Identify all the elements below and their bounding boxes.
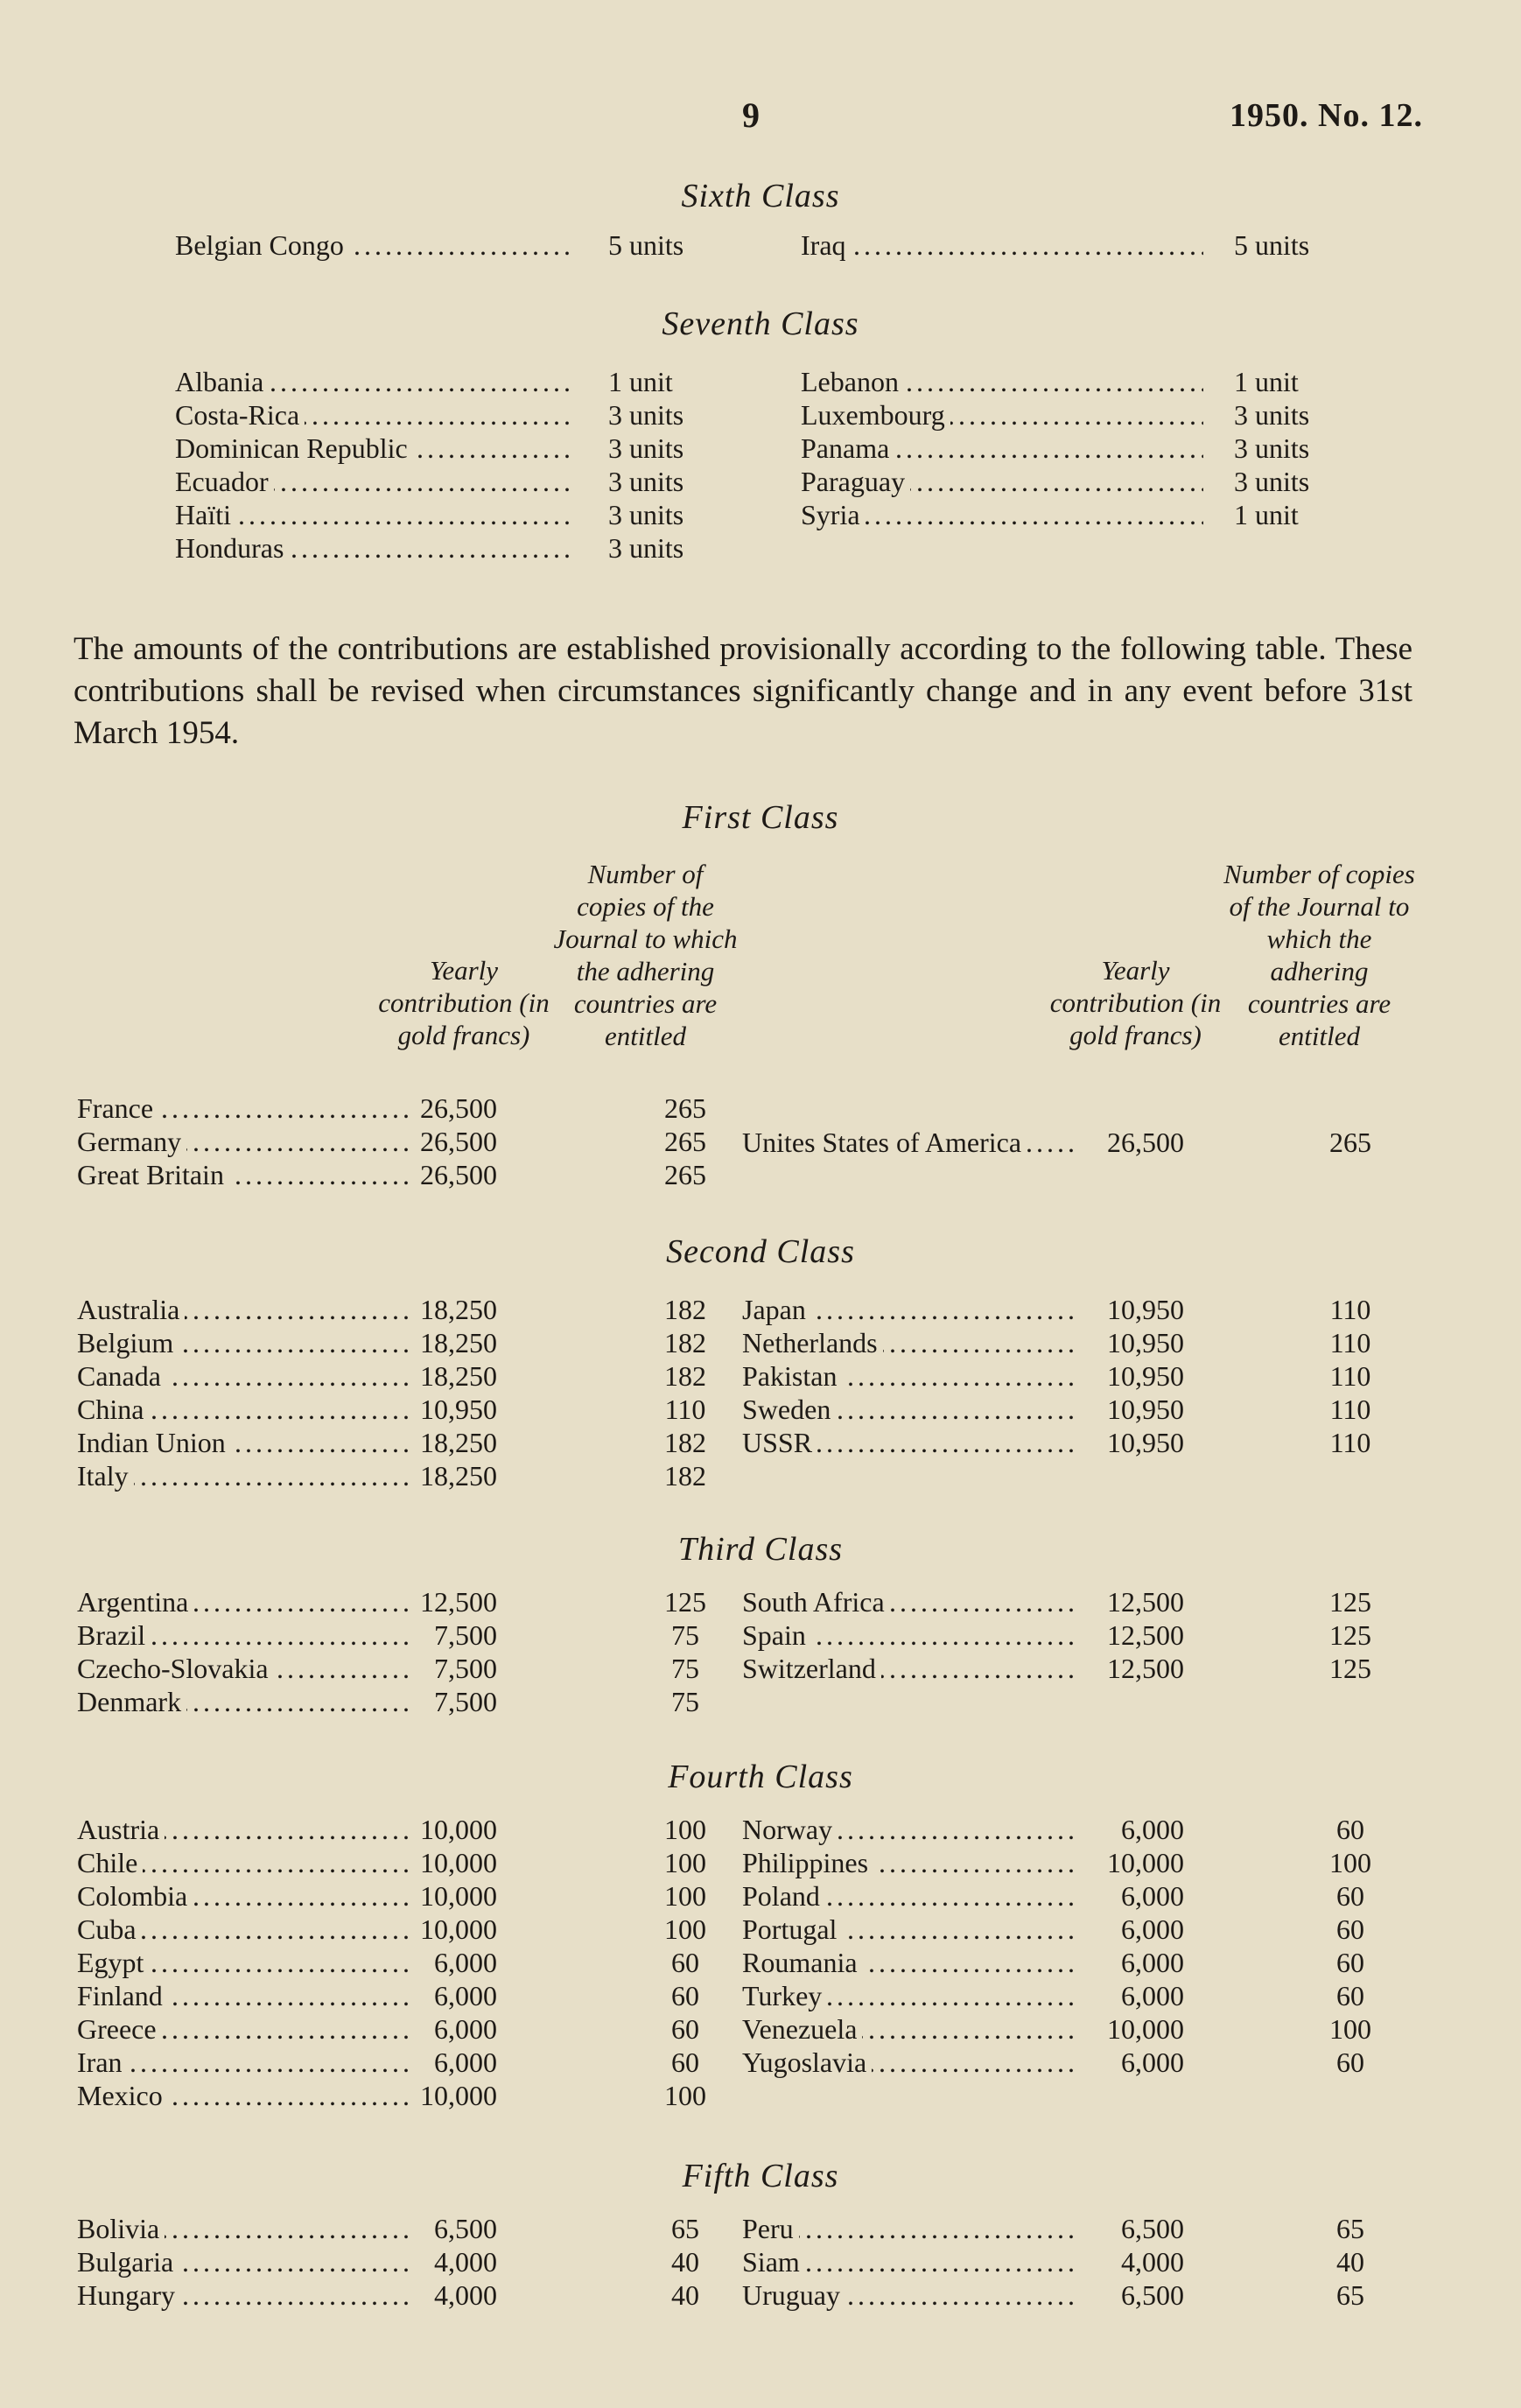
copies-value: 110	[1329, 1360, 1371, 1392]
third_class-left-row	[77, 1619, 707, 1653]
contribution-value: 6,500	[434, 2213, 497, 2244]
fifth_class-right-row	[742, 2213, 1425, 2246]
country-name: Greece	[77, 2013, 162, 2046]
seventh_class-left-row	[175, 399, 735, 432]
fourth_class-right-row	[742, 1947, 1425, 1980]
contribution-value: 18,250	[420, 1327, 497, 1358]
copies-value: 265	[664, 1126, 706, 1157]
second_class-left-row	[77, 1360, 707, 1394]
contribution-value: 26,500	[420, 1126, 497, 1157]
copies-value: 100	[664, 1847, 706, 1878]
country-name: Denmark	[77, 1686, 186, 1718]
copies-header-right: Number of copies of the Journal to which the adhering countries are entitled	[1223, 859, 1415, 1051]
seventh_class-left-row	[175, 532, 735, 565]
fourth_class-right-row	[742, 2013, 1425, 2046]
copies-value: 60	[1336, 1880, 1364, 1912]
second_class-left-row	[77, 1460, 707, 1493]
copies-value: 65	[671, 2213, 699, 2244]
contribution-value: 6,000	[1121, 1880, 1184, 1912]
country-name: Egypt	[77, 1947, 149, 1979]
copies-value: 75	[671, 1653, 699, 1684]
fourth_class-left-row	[77, 1880, 707, 1913]
copies-value: 60	[1336, 1913, 1364, 1945]
country-name: Germany	[77, 1126, 186, 1158]
contribution-value: 10,000	[420, 1847, 497, 1878]
contribution-value: 4,000	[434, 2279, 497, 2311]
sixth-class-heading: Sixth Class	[681, 178, 840, 214]
fourth_class-left-row	[77, 2013, 707, 2046]
copies-value: 60	[671, 1980, 699, 2011]
country-name: Argentina	[77, 1586, 193, 1618]
third_class-right-row	[742, 1653, 1425, 1686]
country-name: Sweden	[742, 1394, 836, 1426]
units-value: 3 units	[608, 432, 684, 464]
contribution-value: 10,000	[420, 2080, 497, 2111]
third_class-left-row	[77, 1686, 707, 1719]
third-class-heading: Third Class	[677, 1531, 844, 1568]
country-name: Uruguay	[742, 2279, 845, 2312]
country-name: Bulgaria	[77, 2246, 179, 2278]
contribution-value: 6,000	[434, 1947, 497, 1978]
country-name: Australia	[77, 1294, 185, 1326]
contribution-value: 18,250	[420, 1294, 497, 1325]
country-name: Great Britain	[77, 1159, 229, 1191]
country-name: Unites States of America	[742, 1127, 1027, 1159]
contribution-value: 12,500	[420, 1586, 497, 1618]
copies-value: 40	[671, 2246, 699, 2278]
copies-value: 40	[1336, 2246, 1364, 2278]
units-value: 1 unit	[1234, 366, 1299, 397]
seventh_class-right-row	[801, 366, 1370, 399]
contribution-value: 18,250	[420, 1427, 497, 1458]
first_class-left-row	[77, 1126, 707, 1159]
yearly-contribution-header-left: Yearly contribution (in gold francs)	[378, 955, 550, 1050]
copies-value: 125	[1329, 1653, 1371, 1684]
country-name: Hungary	[77, 2279, 180, 2312]
contribution-value: 26,500	[420, 1092, 497, 1124]
copies-value: 60	[1336, 1980, 1364, 2011]
copies-value: 182	[664, 1327, 706, 1358]
page-number: 9	[742, 95, 760, 135]
contribution-value: 10,950	[1107, 1327, 1184, 1358]
contribution-value: 6,000	[1121, 2046, 1184, 2078]
fourth-class-heading: Fourth Class	[668, 1759, 853, 1795]
country-name: France	[77, 1092, 158, 1125]
copies-value: 75	[671, 1686, 699, 1717]
first_class-left-row	[77, 1092, 707, 1126]
copies-value: 60	[1336, 1814, 1364, 1845]
contribution-value: 6,000	[434, 2013, 497, 2045]
copies-value: 125	[664, 1586, 706, 1618]
copies-value: 60	[671, 2013, 699, 2045]
contribution-value: 10,950	[1107, 1294, 1184, 1325]
sixth_class-right-row	[801, 229, 1370, 263]
page-header	[0, 95, 1521, 147]
seventh-class-heading: Seventh Class	[662, 305, 859, 342]
second_class-left-row	[77, 1294, 707, 1327]
second_class-left-row	[77, 1427, 707, 1460]
fifth-class-heading: Fifth Class	[682, 2158, 839, 2194]
contribution-value: 6,000	[1121, 1980, 1184, 2011]
copies-value: 60	[671, 1947, 699, 1978]
fourth_class-right-row	[742, 1847, 1425, 1880]
first-class-heading: First Class	[682, 799, 839, 836]
contribution-value: 4,000	[1121, 2246, 1184, 2278]
seventh_class-left-row	[175, 466, 735, 499]
contribution-value: 6,500	[1121, 2279, 1184, 2311]
units-value: 3 units	[1234, 399, 1310, 431]
third_class-left-row	[77, 1586, 707, 1619]
second_class-right-row	[742, 1327, 1425, 1360]
first_class-right-row	[742, 1127, 1425, 1160]
units-value: 5 units	[1234, 229, 1310, 261]
contribution-value: 7,500	[434, 1686, 497, 1717]
fourth_class-left-row	[77, 1913, 707, 1947]
contribution-value: 6,000	[434, 2046, 497, 2078]
fifth_class-left-row	[77, 2213, 707, 2246]
copies-value: 265	[664, 1159, 706, 1190]
copies-value: 75	[671, 1619, 699, 1651]
contribution-value: 6,000	[1121, 1947, 1184, 1978]
country-name: Luxembourg	[801, 399, 950, 432]
fourth_class-left-row	[77, 1980, 707, 2013]
contribution-value: 18,250	[420, 1460, 497, 1492]
country-name: Mexico	[77, 2080, 168, 2112]
fourth_class-left-row	[77, 2080, 707, 2113]
units-value: 3 units	[608, 532, 684, 564]
country-name: Costa-Rica	[175, 399, 305, 432]
country-name: Honduras	[175, 532, 289, 565]
units-value: 3 units	[608, 466, 684, 497]
country-name: Canada	[77, 1360, 166, 1393]
second-class-heading: Second Class	[666, 1233, 855, 1270]
country-name: Belgian Congo	[175, 229, 349, 262]
copies-value: 100	[664, 1913, 706, 1945]
units-value: 3 units	[608, 399, 684, 431]
second_class-right-row	[742, 1394, 1425, 1427]
country-name: Ecuador	[175, 466, 274, 498]
country-name: Iraq	[801, 229, 852, 262]
copies-value: 65	[1336, 2279, 1364, 2311]
country-name: Japan	[742, 1294, 811, 1326]
seventh_class-left-row	[175, 432, 735, 466]
copies-value: 182	[664, 1360, 706, 1392]
leader-dots	[801, 229, 1203, 262]
country-name: Switzerland	[742, 1653, 881, 1685]
copies-value: 110	[1329, 1327, 1371, 1358]
fifth_class-left-row	[77, 2246, 707, 2279]
copies-value: 265	[664, 1092, 706, 1124]
country-name: Pakistan	[742, 1360, 842, 1393]
country-name: Poland	[742, 1880, 825, 1913]
copies-value: 100	[1329, 1847, 1371, 1878]
copies-value: 60	[1336, 1947, 1364, 1978]
copies-value: 65	[1336, 2213, 1364, 2244]
contribution-value: 18,250	[420, 1360, 497, 1392]
contribution-value: 10,000	[420, 1880, 497, 1912]
country-name: Colombia	[77, 1880, 193, 1913]
contribution-value: 26,500	[420, 1159, 497, 1190]
country-name: Yugoslavia	[742, 2046, 872, 2079]
contribution-value: 12,500	[1107, 1619, 1184, 1651]
copies-value: 40	[671, 2279, 699, 2311]
country-name: Iran	[77, 2046, 128, 2079]
fourth_class-left-row	[77, 1847, 707, 1880]
country-name: Netherlands	[742, 1327, 883, 1359]
country-name: Italy	[77, 1460, 134, 1492]
fourth_class-right-row	[742, 1814, 1425, 1847]
copies-value: 110	[1329, 1427, 1371, 1458]
fourth_class-right-row	[742, 1880, 1425, 1913]
country-name: Turkey	[742, 1980, 827, 2012]
contribution-value: 6,000	[1121, 1913, 1184, 1945]
fifth_class-left-row	[77, 2279, 707, 2313]
contribution-value: 6,000	[434, 1980, 497, 2011]
contribution-value: 12,500	[1107, 1653, 1184, 1684]
country-name: Portugal	[742, 1913, 842, 1946]
seventh_class-right-row	[801, 499, 1370, 532]
second_class-left-row	[77, 1327, 707, 1360]
first_class-left-row	[77, 1159, 707, 1192]
contribution-value: 10,950	[1107, 1360, 1184, 1392]
country-name: Indian Union	[77, 1427, 231, 1459]
fourth_class-right-row	[742, 2046, 1425, 2080]
contribution-value: 6,000	[1121, 1814, 1184, 1845]
third_class-right-row	[742, 1619, 1425, 1653]
copies-value: 125	[1329, 1619, 1371, 1651]
second_class-right-row	[742, 1427, 1425, 1460]
country-name: USSR	[742, 1427, 817, 1459]
copies-value: 182	[664, 1460, 706, 1492]
seventh_class-left-row	[175, 366, 735, 399]
seventh_class-right-row	[801, 399, 1370, 432]
contribution-value: 10,950	[1107, 1394, 1184, 1425]
copies-value: 100	[664, 2080, 706, 2111]
country-name: Lebanon	[801, 366, 904, 398]
country-name: Bolivia	[77, 2213, 165, 2245]
country-name: Haïti	[175, 499, 236, 531]
units-value: 1 unit	[608, 366, 673, 397]
contribution-value: 10,000	[420, 1913, 497, 1945]
copies-header-left: Number of copies of the Journal to which the adhering countries are entitled	[553, 859, 738, 1051]
copies-value: 110	[1329, 1294, 1371, 1325]
country-name: Dominican Republic	[175, 432, 413, 465]
fifth_class-right-row	[742, 2246, 1425, 2279]
fourth_class-right-row	[742, 1913, 1425, 1947]
seventh_class-left-row	[175, 499, 735, 532]
copies-value: 110	[664, 1394, 706, 1425]
country-name: Cuba	[77, 1913, 142, 1946]
copies-value: 60	[1336, 2046, 1364, 2078]
contribution-value: 10,000	[420, 1814, 497, 1845]
copies-value: 100	[664, 1814, 706, 1845]
country-name: Austria	[77, 1814, 165, 1846]
country-name: Siam	[742, 2246, 805, 2278]
units-value: 5 units	[608, 229, 684, 261]
country-name: Spain	[742, 1619, 811, 1652]
country-name: China	[77, 1394, 149, 1426]
copies-value: 182	[664, 1294, 706, 1325]
contributions-paragraph: The amounts of the contributions are established provisionally according to the following table. These contributions shall be revised when circumstances significantly change and in any event before 31st March 1954.	[74, 631, 1412, 751]
country-name: South Africa	[742, 1586, 890, 1618]
units-value: 3 units	[1234, 432, 1310, 464]
contribution-value: 26,500	[1107, 1127, 1184, 1158]
contribution-value: 4,000	[434, 2246, 497, 2278]
country-name: Syria	[801, 499, 866, 531]
sixth_class-left-row	[175, 229, 735, 263]
fourth_class-left-row	[77, 1947, 707, 1980]
country-name: Finland	[77, 1980, 168, 2012]
fourth_class-left-row	[77, 2046, 707, 2080]
third_class-right-row	[742, 1586, 1425, 1619]
country-name: Panama	[801, 432, 894, 465]
contribution-value: 10,000	[1107, 2013, 1184, 2045]
contribution-value: 7,500	[434, 1619, 497, 1651]
second_class-left-row	[77, 1394, 707, 1427]
country-name: Brazil	[77, 1619, 151, 1652]
country-name: Czecho-Slovakia	[77, 1653, 274, 1685]
copies-value: 100	[664, 1880, 706, 1912]
seventh_class-right-row	[801, 466, 1370, 499]
country-name: Paraguay	[801, 466, 910, 498]
contribution-value: 6,500	[1121, 2213, 1184, 2244]
country-name: Belgium	[77, 1327, 179, 1359]
seventh_class-right-row	[801, 432, 1370, 466]
units-value: 3 units	[608, 499, 684, 530]
contribution-value: 10,950	[420, 1394, 497, 1425]
units-value: 3 units	[1234, 466, 1310, 497]
country-name: Roumania	[742, 1947, 863, 1979]
copies-value: 60	[671, 2046, 699, 2078]
fourth_class-left-row	[77, 1814, 707, 1847]
country-name: Philippines	[742, 1847, 873, 1879]
yearly-contribution-header-right: Yearly contribution (in gold francs)	[1049, 955, 1222, 1050]
third_class-left-row	[77, 1653, 707, 1686]
country-name: Peru	[742, 2213, 799, 2245]
copies-value: 182	[664, 1427, 706, 1458]
contribution-value: 7,500	[434, 1653, 497, 1684]
copies-value: 265	[1329, 1127, 1371, 1158]
units-value: 1 unit	[1234, 499, 1299, 530]
country-name: Chile	[77, 1847, 143, 1879]
country-name: Norway	[742, 1814, 838, 1846]
issue-reference: 1950. No. 12.	[1230, 97, 1423, 134]
contribution-value: 10,000	[1107, 1847, 1184, 1878]
second_class-right-row	[742, 1294, 1425, 1327]
copies-value: 110	[1329, 1394, 1371, 1425]
contribution-value: 12,500	[1107, 1586, 1184, 1618]
country-name: Albania	[175, 366, 269, 398]
copies-value: 100	[1329, 2013, 1371, 2045]
contribution-value: 10,950	[1107, 1427, 1184, 1458]
second_class-right-row	[742, 1360, 1425, 1394]
copies-value: 125	[1329, 1586, 1371, 1618]
fifth_class-right-row	[742, 2279, 1425, 2313]
fourth_class-right-row	[742, 1980, 1425, 2013]
country-name: Venezuela	[742, 2013, 862, 2046]
